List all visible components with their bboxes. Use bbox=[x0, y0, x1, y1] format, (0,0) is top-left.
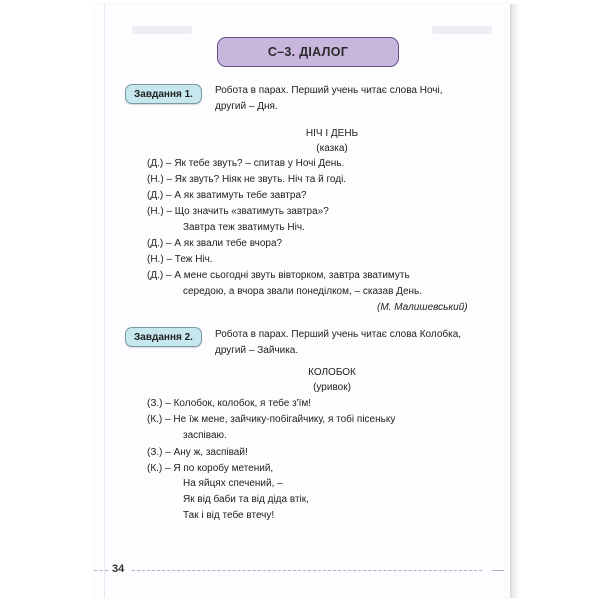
dialogue-line: Так і від тебе втечу! bbox=[183, 510, 275, 521]
task-1-instruction-line-1: Робота в парах. Перший учень читає слова Ночі, bbox=[215, 85, 443, 96]
story-1-author: (М. Малишевський) bbox=[377, 302, 468, 313]
dialogue-line: (Н.) – Як звуть? Ніяк не звуть. Ніч та й годі. bbox=[147, 174, 347, 185]
dialogue-line: (Д.) – А як звали тебе вчора? bbox=[147, 238, 283, 249]
story-1-title: НІЧ І ДЕНЬ bbox=[305, 128, 359, 139]
story-1-genre: (казка) bbox=[316, 143, 348, 154]
task-2-badge: Завдання 2. bbox=[125, 327, 202, 347]
dialogue-line: (К.) – Не їж мене, зайчику-побігайчику, я тобі пісеньку bbox=[147, 414, 396, 425]
story-2-genre: (уривок) bbox=[313, 382, 351, 393]
margin-line bbox=[104, 4, 105, 598]
task-1-badge: Завдання 1. bbox=[125, 84, 202, 104]
dialogue-line: (Н.) – Теж Ніч. bbox=[147, 254, 213, 265]
dialogue-line: (К.) – Я по коробу метений, bbox=[147, 463, 274, 474]
dialogue-line: (Д.) – Як тебе звуть? – спитав у Ночі День. bbox=[147, 158, 345, 169]
dialogue-line: середою, а вчора звали понеділком, – сказав День. bbox=[183, 286, 423, 297]
task-2-instruction-line-1: Робота в парах. Перший учень читає слова Колобка, bbox=[215, 329, 462, 340]
dialogue-line: (Н.) – Що значить «зватимуть завтра»? bbox=[147, 206, 329, 217]
dialogue-line: (Д.) – А як зватимуть тебе завтра? bbox=[147, 190, 307, 201]
bleed-through-text bbox=[132, 26, 192, 34]
dialogue-line: Як від баби та від діда втік, bbox=[183, 494, 309, 505]
dialogue-line: (Д.) – А мене сьогодні звуть вівторком, завтра зватимуть bbox=[147, 270, 410, 281]
task-1-instruction-line-2: другий – Дня. bbox=[215, 101, 278, 112]
task-2-instruction-line-2: другий – Зайчика. bbox=[215, 345, 299, 356]
page-number: 34 bbox=[112, 563, 125, 575]
footer-rule-left bbox=[94, 570, 108, 572]
dialogue-line: заспіваю. bbox=[183, 430, 227, 441]
footer-rule bbox=[132, 570, 482, 572]
page-title: С–3. ДІАЛОГ bbox=[217, 37, 399, 67]
dialogue-line: (З.) – Ану ж, заспівай! bbox=[147, 447, 248, 458]
footer-rule-end bbox=[492, 570, 504, 571]
dialogue-line: Завтра теж зватимуть Ніч. bbox=[183, 222, 305, 233]
dialogue-line: (З.) – Колобок, колобок, я тебе з'їм! bbox=[147, 398, 312, 409]
bleed-through-text bbox=[432, 26, 492, 34]
dialogue-line: На яйцях спечений, – bbox=[183, 478, 283, 489]
page-edge-shadow bbox=[510, 4, 520, 598]
workbook-page bbox=[92, 4, 510, 598]
story-2-title: КОЛОБОК bbox=[308, 367, 356, 378]
